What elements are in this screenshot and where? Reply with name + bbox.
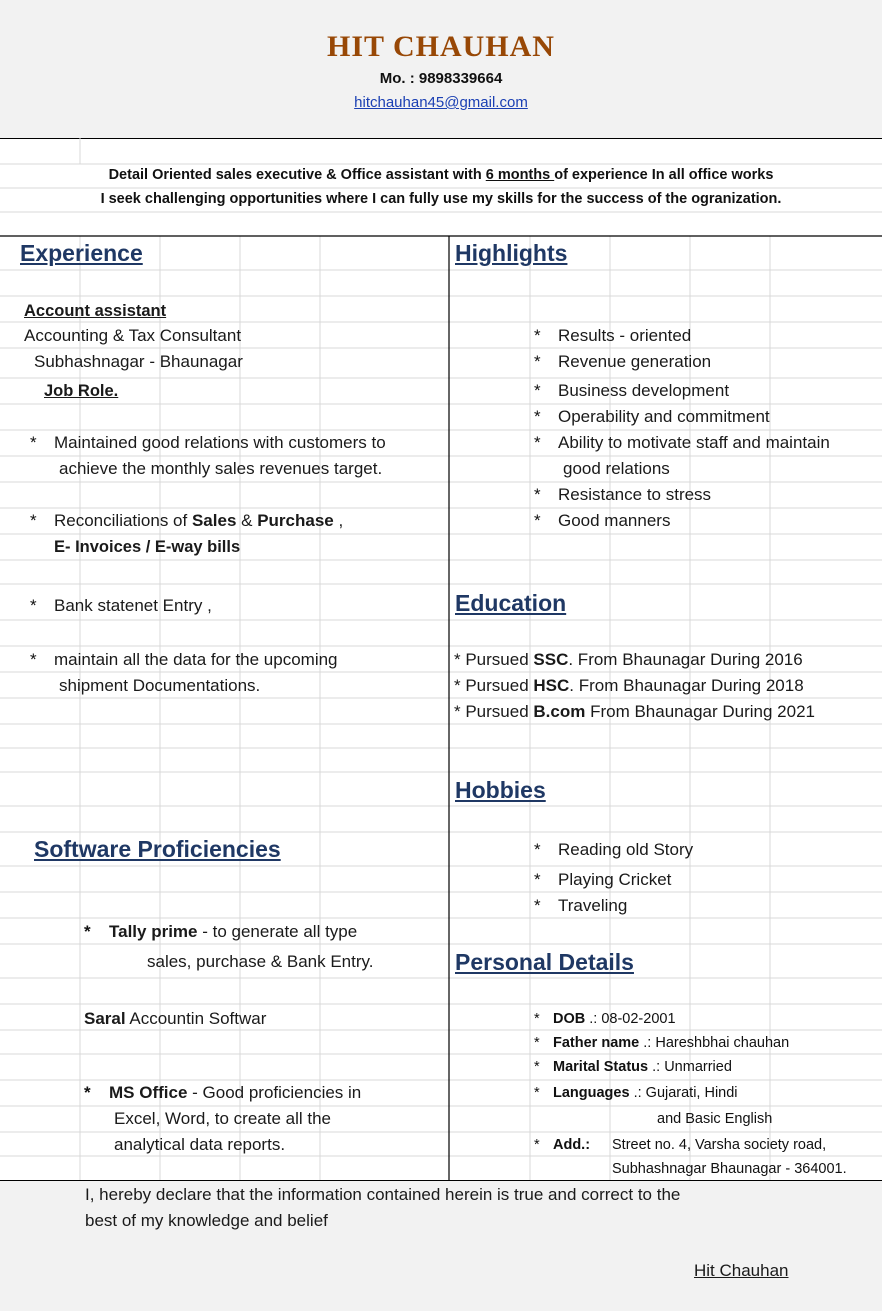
bullet: * <box>534 381 541 400</box>
personal-address-line-1: Street no. 4, Varsha society road, <box>612 1137 827 1153</box>
highlight-item-5-cont: good relations <box>563 459 670 478</box>
education-item: * Pursued B.com From Bhaunagar During 2021 <box>454 702 815 721</box>
highlights-heading: Highlights <box>455 240 568 266</box>
personal-father: Father name .: Hareshbhai chauhan <box>553 1035 790 1051</box>
software-ms-office-cont-2: analytical data reports. <box>114 1135 286 1154</box>
job-title: Account assistant <box>24 302 167 320</box>
personal-address-line-2: Subhashnagar Bhaunagar - 364001. <box>612 1161 847 1177</box>
highlight-item: Revenue generation <box>558 352 712 371</box>
company-name: Accounting & Tax Consultant <box>24 326 242 345</box>
bullet: * <box>534 1059 540 1075</box>
hobby-item: Traveling <box>558 896 628 915</box>
hobby-item: Playing Cricket <box>558 870 672 889</box>
personal-address-label: Add.: <box>553 1137 591 1153</box>
email-link[interactable]: hitchauhan45@gmail.com <box>354 94 528 111</box>
hobby-item: Reading old Story <box>558 840 694 859</box>
highlight-item: Business development <box>558 381 730 400</box>
software-ms-office: MS Office - Good proficiencies in <box>109 1083 362 1102</box>
highlight-item: Ability to motivate staff and maintain <box>558 433 830 452</box>
mobile-number: Mo. : 9898339664 <box>379 70 503 87</box>
hobbies-heading: Hobbies <box>455 777 546 803</box>
personal-marital: Marital Status .: Unmarried <box>553 1059 732 1075</box>
exp-item-4-cont: shipment Documentations. <box>59 676 261 695</box>
bullet: * <box>534 407 541 426</box>
exp-item-1-cont: achieve the monthly sales revenues target. <box>59 459 383 478</box>
exp-item-1: Maintained good relations with customers to <box>54 433 386 452</box>
highlight-item: Results - oriented <box>558 326 692 345</box>
software-heading: Software Proficiencies <box>34 836 281 862</box>
bullet: * <box>30 650 37 669</box>
highlight-item: Good manners <box>558 511 671 530</box>
software-tally-cont: sales, purchase & Bank Entry. <box>147 952 374 971</box>
software-ms-office-cont-1: Excel, Word, to create all the <box>114 1109 332 1128</box>
bullet: * <box>534 1137 540 1153</box>
bullet: * <box>30 511 37 530</box>
bullet: * <box>30 596 37 615</box>
bullet: * <box>534 485 541 504</box>
exp-item-2: Reconciliations of Sales & Purchase , <box>54 511 344 530</box>
experience-heading: Experience <box>20 240 143 266</box>
education-item: * Pursued SSC. From Bhaunagar During 2016 <box>454 650 803 669</box>
company-location: Subhashnagar - Bhaunagar <box>34 352 243 371</box>
personal-languages-cont: and Basic English <box>657 1111 773 1127</box>
bullet: * <box>534 840 541 859</box>
bullet: * <box>534 433 541 452</box>
highlight-item: Resistance to stress <box>558 485 712 504</box>
exp-item-3: Bank statenet Entry , <box>54 596 212 615</box>
bullet: * <box>534 870 541 889</box>
personal-languages: Languages .: Gujarati, Hindi <box>553 1085 738 1101</box>
education-item: * Pursued HSC. From Bhaunagar During 2018 <box>454 676 804 695</box>
bullet: * <box>84 922 91 941</box>
highlight-item: Operability and commitment <box>558 407 770 426</box>
summary-line-2: I seek challenging opportunities where I can fully use my skills for the success of the ogranization. <box>100 191 782 207</box>
bullet: * <box>534 1085 540 1101</box>
experience-duration: 6 months <box>485 167 555 183</box>
candidate-name: HIT CHAUHAN <box>327 30 555 63</box>
personal-heading: Personal Details <box>455 949 634 975</box>
bullet: * <box>534 1011 540 1027</box>
bullet: * <box>30 433 37 452</box>
education-heading: Education <box>455 590 567 616</box>
software-saral: Saral Accountin Softwar <box>84 1009 267 1028</box>
declaration-line-1: I, hereby declare that the information contained herein is true and correct to the <box>85 1185 681 1204</box>
exp-item-2-cont: E- Invoices / E-way bills <box>54 538 241 556</box>
declaration-line-2: best of my knowledge and belief <box>85 1211 328 1230</box>
signature: Hit Chauhan <box>694 1261 789 1280</box>
bullet: * <box>534 896 541 915</box>
software-tally: Tally prime - to generate all type <box>109 922 358 941</box>
bullet: * <box>534 326 541 345</box>
bullet: * <box>534 511 541 530</box>
personal-dob: DOB .: 08-02-2001 <box>553 1011 676 1027</box>
bullet: * <box>534 352 541 371</box>
job-role-heading: Job Role. <box>44 382 119 400</box>
bullet: * <box>534 1035 540 1051</box>
summary-line-1: Detail Oriented sales executive & Office assistant with 6 months of experience In all office works <box>108 167 774 183</box>
bullet: * <box>84 1083 91 1102</box>
exp-item-4: maintain all the data for the upcoming <box>54 650 338 669</box>
